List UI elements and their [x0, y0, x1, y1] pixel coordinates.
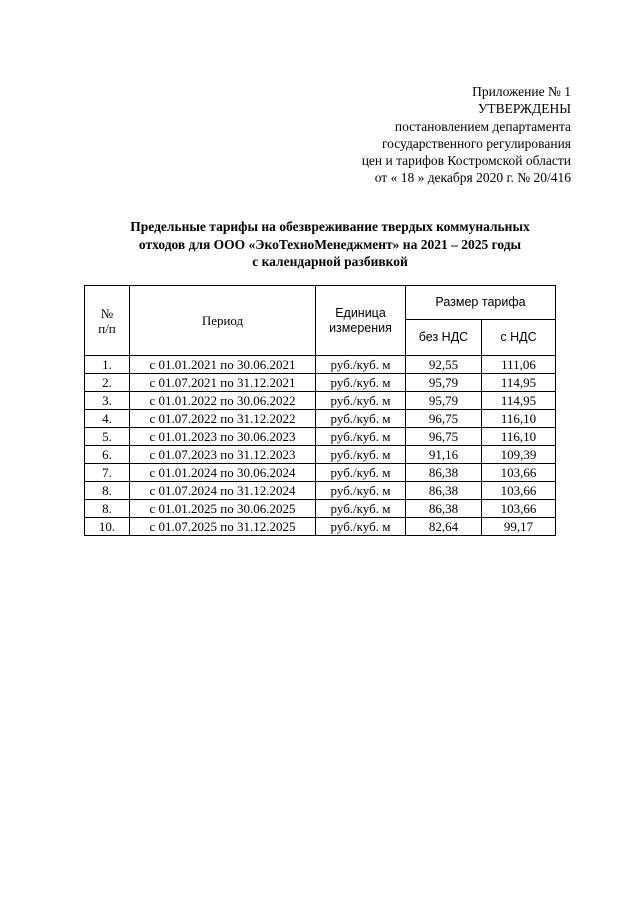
- row-with-vat: 103,66: [482, 500, 556, 518]
- row-unit: руб./куб. м: [316, 464, 406, 482]
- row-no-vat: 86,38: [406, 500, 482, 518]
- table-row: [85, 410, 556, 428]
- row-no-vat: 95,79: [406, 392, 482, 410]
- row-no-vat: 96,75: [406, 428, 482, 446]
- row-number: 2.: [85, 374, 130, 392]
- row-no-vat: 96,75: [406, 410, 482, 428]
- row-unit: руб./куб. м: [316, 446, 406, 464]
- row-number: 7.: [85, 464, 130, 482]
- table-row: [85, 518, 556, 536]
- table-row: [85, 374, 556, 392]
- table-row: [85, 464, 556, 482]
- row-number: 4.: [85, 410, 130, 428]
- row-no-vat: 82,64: [406, 518, 482, 536]
- row-with-vat: 103,66: [482, 464, 556, 482]
- row-unit: руб./куб. м: [316, 410, 406, 428]
- table-row: [85, 482, 556, 500]
- table-row: [85, 428, 556, 446]
- row-with-vat: 114,95: [482, 374, 556, 392]
- header-period: Период: [130, 286, 316, 356]
- row-period: с 01.01.2025 по 30.06.2025: [130, 500, 316, 518]
- row-no-vat: 86,38: [406, 482, 482, 500]
- row-period: с 01.07.2023 по 31.12.2023: [130, 446, 316, 464]
- header-unit-line-1: Единица: [335, 305, 386, 320]
- row-period: с 01.01.2024 по 30.06.2024: [130, 464, 316, 482]
- row-no-vat: 95,79: [406, 374, 482, 392]
- row-period: с 01.07.2022 по 31.12.2022: [130, 410, 316, 428]
- approval-block: [362, 83, 571, 187]
- row-period: с 01.07.2021 по 31.12.2021: [130, 374, 316, 392]
- table-row: [85, 392, 556, 410]
- row-unit: руб./куб. м: [316, 428, 406, 446]
- header-number-line-1: №: [100, 305, 114, 321]
- title-line-3: с календарной разбивкой: [252, 254, 408, 269]
- header-unit: [316, 286, 406, 356]
- header-number: [85, 286, 130, 356]
- row-unit: руб./куб. м: [316, 392, 406, 410]
- row-no-vat: 92,55: [406, 356, 482, 374]
- header-no-vat: без НДС: [406, 320, 482, 356]
- row-number: 1.: [85, 356, 130, 374]
- row-number: 8.: [85, 482, 130, 500]
- row-unit: руб./куб. м: [316, 374, 406, 392]
- approval-line-5: цен и тарифов Костромской области: [361, 153, 571, 169]
- header-unit-line-2: измерения: [329, 320, 392, 335]
- row-number: 5.: [85, 428, 130, 446]
- row-period: с 01.07.2024 по 31.12.2024: [130, 482, 316, 500]
- tariffs-table: [84, 285, 556, 536]
- row-number: 8.: [85, 500, 130, 518]
- approved-label: УТВЕРЖДЕНЫ: [477, 101, 571, 117]
- row-unit: руб./куб. м: [316, 356, 406, 374]
- row-with-vat: 114,95: [482, 392, 556, 410]
- row-unit: руб./куб. м: [316, 500, 406, 518]
- appendix-number: Приложение № 1: [472, 84, 571, 99]
- header-number-line-2: п/п: [98, 320, 116, 336]
- title-line-1: Предельные тарифы на обезвреживание твердых коммунальных: [130, 219, 530, 234]
- header-tariff-size: Размер тарифа: [406, 286, 556, 320]
- row-unit: руб./куб. м: [316, 482, 406, 500]
- approval-line-4: государственного регулирования: [381, 135, 571, 151]
- table-row: [85, 356, 556, 374]
- row-no-vat: 86,38: [406, 464, 482, 482]
- table-row: [85, 500, 556, 518]
- row-with-vat: 111,06: [482, 356, 556, 374]
- row-period: с 01.01.2023 по 30.06.2023: [130, 428, 316, 446]
- row-with-vat: 103,66: [482, 482, 556, 500]
- row-period: с 01.01.2021 по 30.06.2021: [130, 356, 316, 374]
- approval-date-number: от « 18 » декабря 2020 г. № 20/416: [374, 170, 571, 186]
- table-row: [85, 446, 556, 464]
- row-with-vat: 116,10: [482, 428, 556, 446]
- document-title: [60, 218, 600, 271]
- title-line-2: отходов для ООО «ЭкоТехноМенеджмент» на 2021 – 2025 годы: [138, 236, 522, 252]
- approval-line-3: постановлением департамента: [394, 118, 571, 134]
- row-with-vat: 109,39: [482, 446, 556, 464]
- row-with-vat: 99,17: [482, 518, 556, 536]
- row-no-vat: 91,16: [406, 446, 482, 464]
- row-unit: руб./куб. м: [316, 518, 406, 536]
- row-number: 10.: [85, 518, 130, 536]
- row-period: с 01.07.2025 по 31.12.2025: [130, 518, 316, 536]
- row-number: 6.: [85, 446, 130, 464]
- header-with-vat: с НДС: [482, 320, 556, 356]
- row-with-vat: 116,10: [482, 410, 556, 428]
- row-number: 3.: [85, 392, 130, 410]
- row-period: с 01.01.2022 по 30.06.2022: [130, 392, 316, 410]
